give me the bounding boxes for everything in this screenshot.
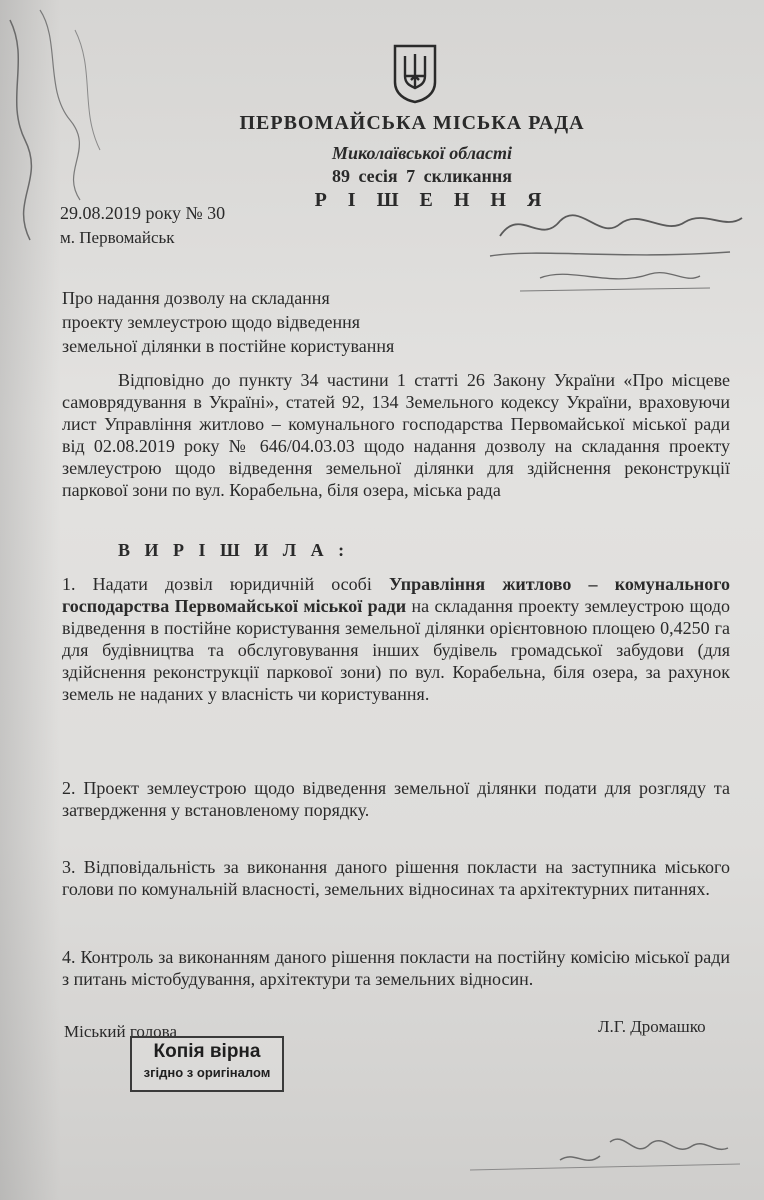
date-number: 29.08.2019 року № 30 bbox=[60, 203, 226, 223]
stamp-main-text: Копія вірна bbox=[153, 1041, 261, 1062]
item-1-text: на складання проекту землеустрою щодо відведення в постійне користування земельної ділянки орієнтовною площею 0,4250 га для будівництва та обслуговування інших будівель громадської забудови (для здійснення реконструкції паркової зони) по вул. Корабельна, біля озера, за рахунок земель не наданих у власність чи користування. bbox=[62, 596, 730, 704]
handwritten-note-bottom bbox=[460, 1120, 750, 1190]
stamp-sub-text: згідно з оригіналом bbox=[143, 1065, 271, 1080]
resolved-heading: В И Р І Ш И Л А : bbox=[118, 540, 350, 560]
document-type: Р І Ш Е Н Н Я bbox=[314, 189, 550, 211]
subject-line-3: земельної ділянки в постійне користування bbox=[62, 336, 395, 356]
trident-coat-of-arms-icon bbox=[391, 42, 439, 104]
item-1-prefix: 1. Надати дозвіл юридичній особі bbox=[62, 574, 389, 594]
copy-certified-stamp bbox=[130, 1036, 284, 1092]
subject-line-1: Про надання дозволу на складання bbox=[62, 288, 330, 308]
decision-subject bbox=[62, 286, 502, 358]
signature-name: Л.Г. Дромашко bbox=[598, 1017, 706, 1036]
resolution-item-1 bbox=[62, 573, 730, 705]
item-1-organization: Управління житлово – комунального господарства Первомайської міської ради bbox=[62, 574, 730, 616]
signature-title: Міський голова bbox=[64, 1022, 177, 1041]
session-title: 89 сесія 7 скликання bbox=[331, 166, 513, 186]
resolution-item-4: 4. Контроль за виконанням даного рішення покласти на постійну комісію міської ради з питань містобудування, архітектури та земельних відносин. bbox=[62, 947, 730, 989]
resolution-item-2: 2. Проект землеустрою щодо відведення земельної ділянки подати для розгляду та затвердження у встановленому порядку. bbox=[62, 778, 730, 820]
resolution-item-3: 3. Відповідальність за виконання даного рішення покласти на заступника міського голови по комунальній власності, земельних відносинах та архітектурних питаннях. bbox=[62, 857, 730, 899]
subject-line-2: проекту землеустрою щодо відведення bbox=[62, 312, 361, 332]
city: м. Первомайськ bbox=[60, 228, 175, 247]
council-title: ПЕРВОМАЙСЬКА МІСЬКА РАДА bbox=[239, 112, 585, 134]
handwritten-mark bbox=[480, 196, 760, 306]
preamble-paragraph: Відповідно до пункту 34 частини 1 статті 26 Закону України «Про місцеве самоврядування в Україні», статей 92, 134 Земельного кодексу України, враховуючи лист Управління житлово – комунального господарства Первомайської міської ради від 02.08.2019 року № 646/04.03.03 щодо надання дозволу на складання проекту землеустрою щодо відведення земельної ділянки для здійснення реконструкції паркової зони по вул. Корабельна, біля озера, міська рада bbox=[62, 370, 730, 500]
region-title: Миколаївської області bbox=[332, 143, 512, 163]
